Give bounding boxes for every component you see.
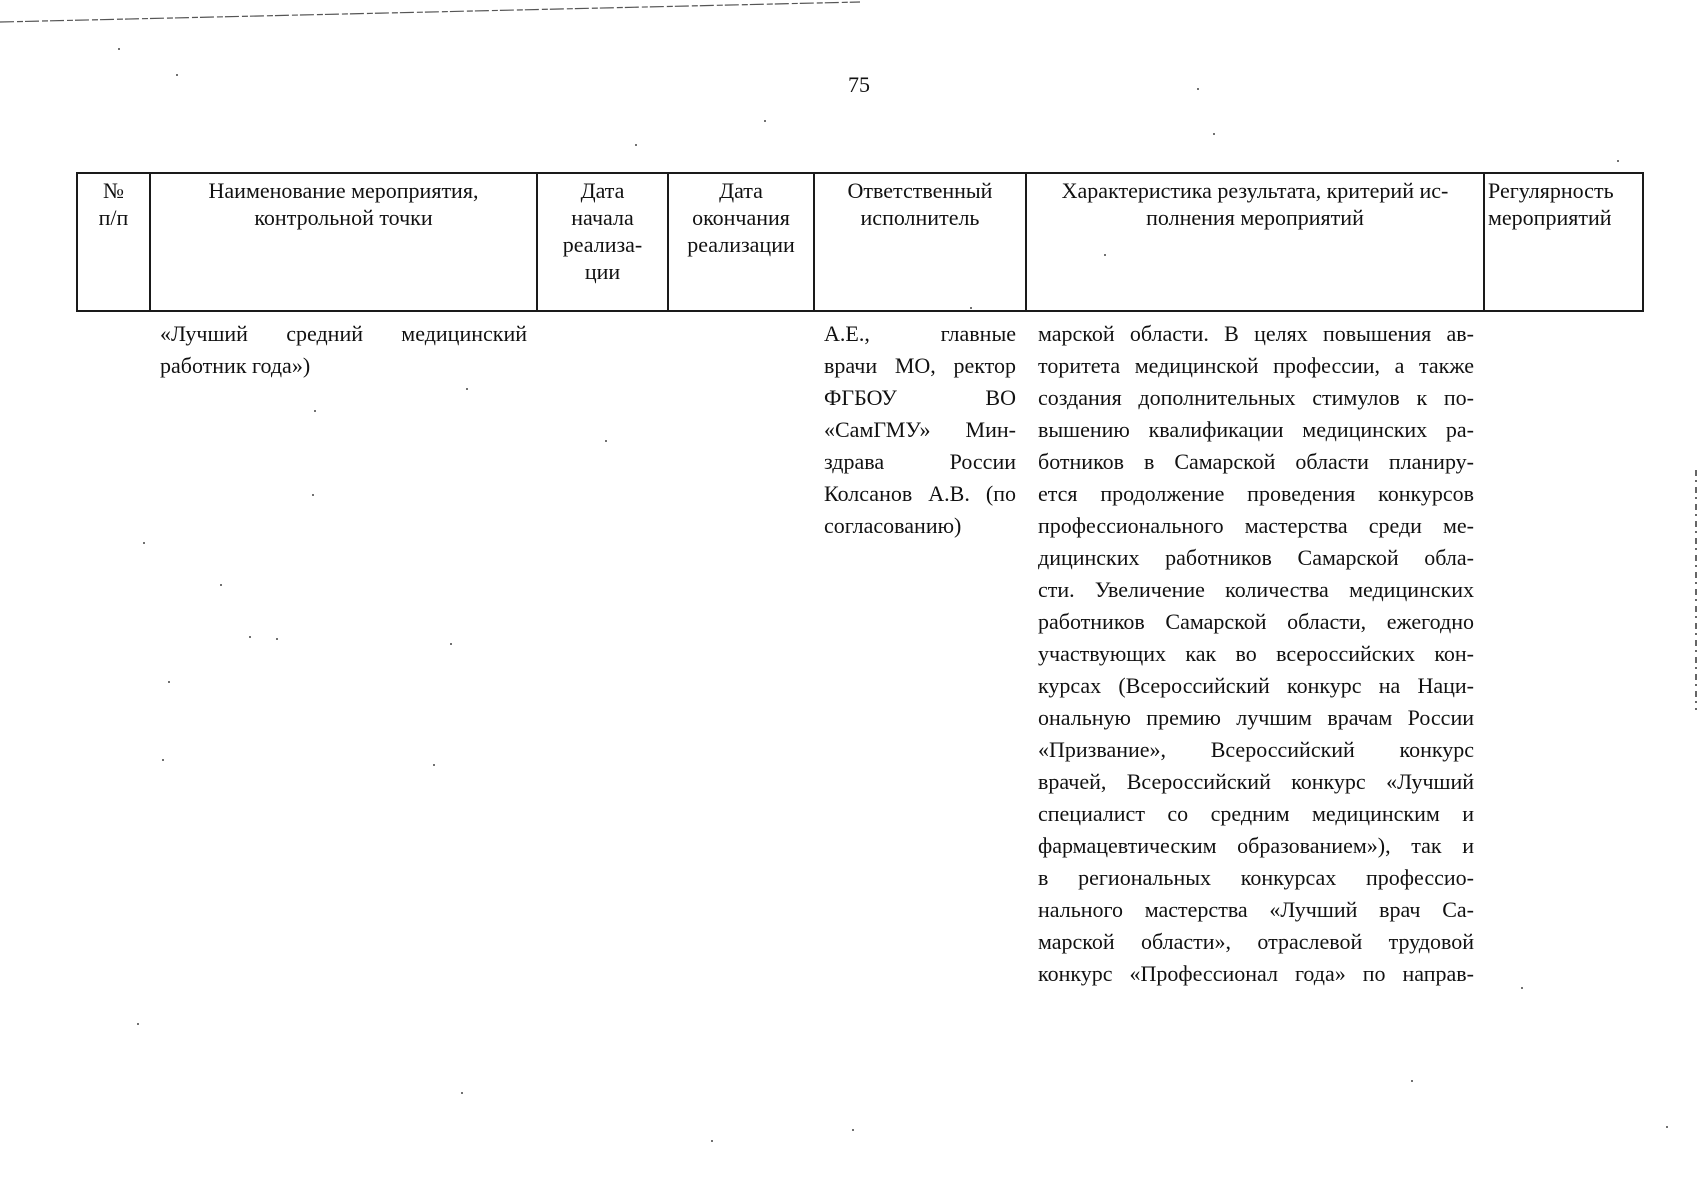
- scan-speck: [176, 74, 178, 76]
- scan-speck: [1617, 160, 1619, 162]
- scan-speck: [118, 48, 120, 50]
- scan-speck: [1521, 987, 1523, 989]
- scan-speck: [605, 440, 607, 442]
- scan-speck: [220, 584, 222, 586]
- cell-regularity: [1484, 311, 1643, 990]
- scan-speck: [852, 1129, 854, 1131]
- table-header-row: [77, 173, 1643, 311]
- scan-speck: [1197, 88, 1199, 90]
- scan-speck: [276, 638, 278, 640]
- header-result: Характеристика результата, критерий ис- полнения мероприятий: [1026, 173, 1484, 311]
- scan-speck: [168, 681, 170, 683]
- page-number: 75: [848, 72, 870, 97]
- header-regularity: Регулярность мероприятий: [1484, 173, 1643, 311]
- plan-table: [76, 172, 1644, 990]
- scan-speck: [314, 410, 316, 412]
- scan-speck: [1411, 1080, 1413, 1082]
- scan-speck: [635, 144, 637, 146]
- header-end-date: Дата окончания реализации: [668, 173, 814, 311]
- scan-right-edge: [1694, 470, 1698, 710]
- scan-speck: [1666, 1126, 1668, 1128]
- scan-edge-line: [0, 0, 870, 24]
- header-event-name: Наименование мероприятия, контрольной точки: [150, 173, 537, 311]
- header-responsible: Ответственный исполнитель: [814, 173, 1026, 311]
- header-start-date: Дата начала реализа- ции: [537, 173, 668, 311]
- cell-end-date: [668, 311, 814, 990]
- scan-speck: [1104, 254, 1106, 256]
- cell-number: [77, 311, 150, 990]
- scan-speck: [143, 542, 145, 544]
- scan-speck: [461, 1092, 463, 1094]
- scan-speck: [312, 494, 314, 496]
- cell-event-name: «Лучший средний медицинский работник года»): [160, 321, 527, 378]
- scan-speck: [466, 388, 468, 390]
- cell-responsible: А.Е., главные врачи МО, ректор ФГБОУ ВО «СамГМУ» Мин- здрава России Колсанов А.В. (по согласованию): [824, 321, 1016, 538]
- scan-speck: [711, 1140, 713, 1142]
- scan-speck: [433, 764, 435, 766]
- scan-speck: [764, 120, 766, 122]
- header-number: № п/п: [77, 173, 150, 311]
- table-row: [77, 311, 1643, 990]
- cell-start-date: [537, 311, 668, 990]
- scan-speck: [450, 643, 452, 645]
- scan-speck: [249, 636, 251, 638]
- scan-speck: [162, 759, 164, 761]
- cell-result: марской области. В целях повышения ав- торитета медицинской профессии, а также создания дополнительных стимулов к по- вышению квалификации медицинских ра- ботников в Самарской области планиру- ется продолжение проведения конкурсов профессионального мастерства среди ме- дицинских работников Самарской обла- сти. Увеличение количества медицинских работников Самарской области, ежегодно участвующих как во всероссийских кон- курсах (Всероссийский конкурс на Наци- ональную премию лучшим врачам России «Призвание», Всероссийский конкурс врачей, Всероссийский конкурс «Лучший специалист со средним медицинским и фармацевтическим образованием»), так и в региональных конкурсах профессио- нального мастерства «Лучший врач Са- марской области», отраслевой трудовой конкурс «Профессионал года» по направ-: [1038, 321, 1474, 986]
- scan-speck: [1213, 133, 1215, 135]
- scan-speck: [137, 1023, 139, 1025]
- scan-speck: [970, 307, 972, 309]
